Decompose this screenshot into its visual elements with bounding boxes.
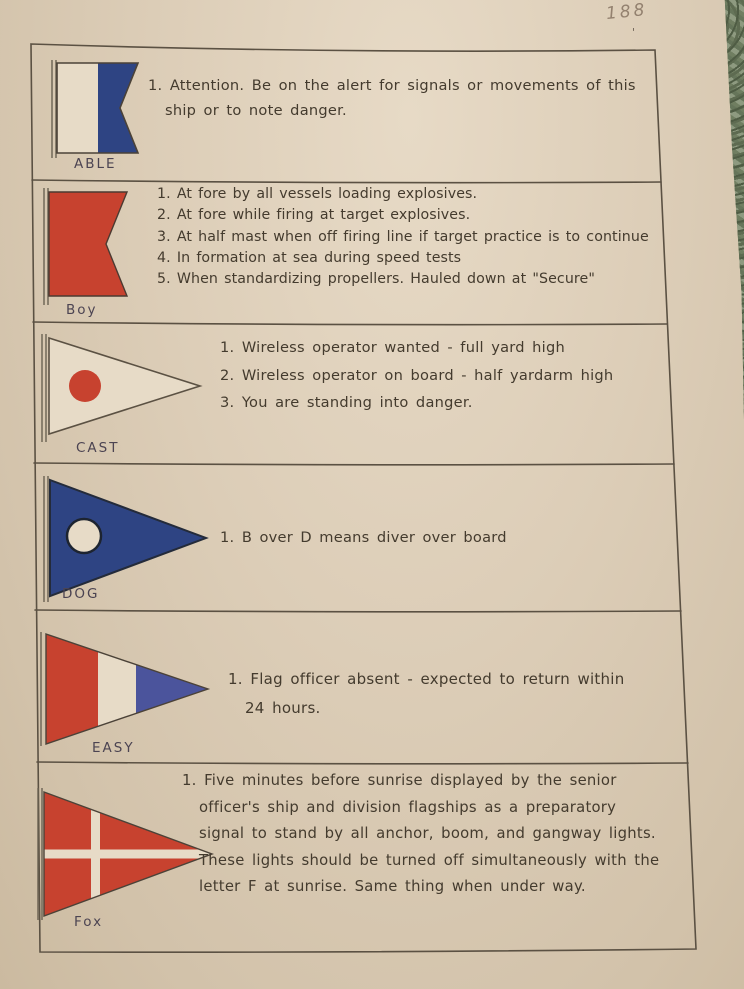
able-flag-label: ABLE	[74, 156, 117, 172]
able-meaning-list	[148, 73, 653, 123]
meaning-item: 3. At half mast when off firing line if target practice is to continue	[157, 228, 649, 245]
stray-pencil-mark: '	[632, 26, 636, 39]
meaning-item: 1. At fore by all vessels loading explosives.	[157, 186, 478, 202]
dog-flag	[40, 474, 210, 604]
meaning-item: 1. Attention. Be on the alert for signals or movements of this ship or to note danger.	[148, 77, 636, 119]
page-number: 188	[605, 0, 649, 25]
fox-meaning-list	[182, 768, 664, 901]
dog-meaning-list	[220, 527, 660, 549]
cast-flag	[38, 332, 206, 444]
able-flag	[48, 58, 144, 160]
boy-flag	[40, 186, 132, 308]
dog-flag-label: DOG	[62, 586, 100, 602]
meaning-item: 1. Flag officer absent - expected to return within 24 hours.	[228, 670, 625, 717]
meaning-item: 5. When standardizing propellers. Hauled down at "Secure"	[157, 271, 595, 288]
fox-flag-label: Fox	[74, 914, 104, 930]
meaning-item: 2. Wireless operator on board - half yardarm high	[220, 366, 614, 384]
easy-meaning-list	[228, 665, 646, 723]
boy-meaning-list	[157, 184, 685, 290]
meaning-item: 3. You are standing into danger.	[220, 394, 473, 411]
easy-flag	[36, 630, 214, 748]
meaning-item: 4. In formation at sea during speed tests	[157, 249, 462, 266]
meaning-item: 2. At fore while firing at target explosives.	[157, 207, 471, 224]
easy-flag-label: EASY	[92, 740, 135, 756]
boy-flag-label: Boy	[66, 302, 98, 318]
meaning-item: 1. Wireless operator wanted - full yard high	[220, 339, 565, 356]
cast-meaning-list	[220, 334, 680, 417]
meaning-item: 1. B over D means diver over board	[220, 529, 507, 546]
meaning-item: 1. Five minutes before sunrise displayed by the senior officer's ship and division flagships as a preparatory signal to stand by all anchor, boom, and gangway lights. These lights should be turned off simultaneously with the letter F at sunrise. Same thing when under way.	[182, 772, 660, 896]
cast-flag-label: CAST	[76, 440, 120, 456]
